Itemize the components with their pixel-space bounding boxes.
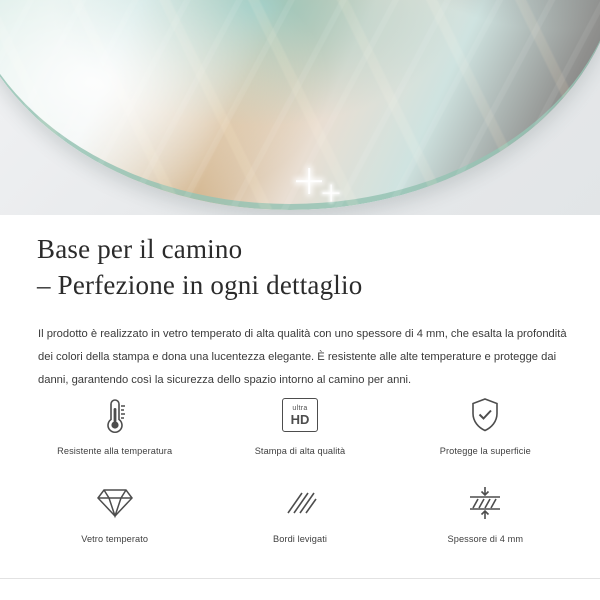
feature-label: Stampa di alta qualità <box>254 446 346 456</box>
feature-item-tempered-glass <box>22 480 207 568</box>
thickness-arrows-icon <box>466 480 504 526</box>
glass-panel-artwork <box>0 0 600 210</box>
bottom-divider <box>0 578 600 579</box>
ultra-hd-icon <box>282 392 318 438</box>
feature-grid <box>22 392 578 568</box>
headline-line-1: Base per il camino <box>37 234 243 264</box>
feature-label: Bordi levigati <box>272 534 327 544</box>
thermometer-icon <box>98 392 132 438</box>
shield-check-icon <box>467 392 503 438</box>
page-title <box>37 232 567 303</box>
glass-edge <box>0 0 600 210</box>
feature-item-temperature <box>22 392 207 480</box>
description-paragraph: Il prodotto è realizzato in vetro temperato di alta qualità con uno spessore di 4 mm, che esalta la profondità dei colori della stampa e dona una lucentezza elegante. È resistente alle alte temperature e protegge dai danni, garantendo così la sicurezza dello spazio intorno al camino per anni. <box>38 328 567 387</box>
hero-product-image <box>0 0 600 215</box>
diamond-icon <box>96 480 134 526</box>
feature-label: Vetro temperato <box>81 534 149 544</box>
ultra-hd-badge-top: ultra <box>292 404 308 412</box>
feature-label: Spessore di 4 mm <box>447 534 524 544</box>
feature-label: Protegge la superficie <box>439 446 531 456</box>
feature-label: Resistente alla temperatura <box>57 446 173 456</box>
headline-line-2: – Perfezione in ogni dettaglio <box>37 269 363 300</box>
feature-item-surface-protection <box>393 392 578 480</box>
feature-item-thickness <box>393 480 578 568</box>
feature-item-polished-edges <box>207 480 392 568</box>
feature-item-print-quality <box>207 392 392 480</box>
polished-edges-icon <box>282 480 318 526</box>
ultra-hd-badge-bottom: HD <box>290 411 310 427</box>
